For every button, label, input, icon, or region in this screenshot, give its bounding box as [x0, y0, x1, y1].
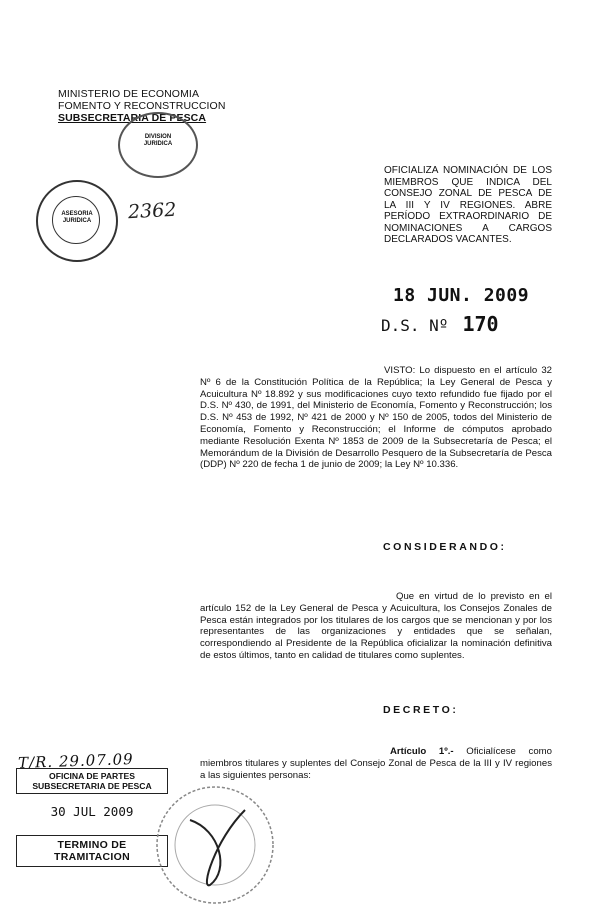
considerando-heading: CONSIDERANDO:	[383, 541, 507, 553]
decree-number-prefix: D.S. Nº	[381, 316, 449, 335]
oficina-partes-stamp	[16, 768, 168, 863]
handwritten-number: 2362	[127, 198, 177, 224]
ministry-line-3: SUBSECRETARIA DE PESCA	[58, 112, 207, 124]
oficina-date: 30 JUL 2009	[50, 804, 134, 819]
oficina-line-2: SUBSECRETARIA DE PESCA	[32, 781, 152, 791]
visto-paragraph: VISTO: Lo dispuesto en el artículo 32 Nº 6 de la Constitución Política de la República; la Ley General de Pesca y Acuicultura Nº 18.892 y sus modificaciones cuyo texto refundido fue fijado por el D.S. Nº 430, de 1991, del Ministerio de Economía, Fomento y Reconstrucción; los D.S. Nº 453 de 1992, Nº 421 de 2000 y Nº 150 de 2005, todos del Ministerio de Economía, Fomento y Reconstrucción; el Informe de cómputos aprobado mediante Resolución Exenta Nº 1853 de 2009 de la Subsecretaría de Pesca; el Memorándum de la División de Desarrollo Pesquero de la Subsecretaría de Pesca (DDP) Nº 220 de fecha 1 de junio de 2009; la Ley Nº 10.336.	[200, 365, 552, 471]
considerando-paragraph: Que en virtud de lo previsto en el artículo 152 de la Ley General de Pesca y Acuicultura, los Consejos Zonales de Pesca están integrados por los titulares de los cargos que se mencionan y por los representantes de las organizaciones y entidades que se señalan, correspondiendo al Presidente de la República oficializar la nominación definitiva de estos últimos, tanto en calidad de titulares como suplentes.	[200, 591, 552, 661]
stamp-asesoria-line1: ASESORIA	[61, 211, 93, 217]
decree-summary: OFICIALIZA NOMINACIÓN DE LOS MIEMBROS QUE INDICA DEL CONSEJO ZONAL DE PESCA DE LA III Y IV REGIONES. ABRE PERÍODO EXTRAORDINARIO DE NOMINACIONES A CARGOS DECLARADOS VACANTES.	[384, 165, 552, 245]
decree-date: 18 JUN. 2009	[393, 285, 530, 306]
articulo-1-text: Oficialícese como miembros titulares y suplentes del Consejo Zonal de Pesca de la III y IV regiones a las siguientes personas:	[200, 746, 552, 781]
decree-number-line	[381, 312, 499, 336]
oficina-partes-box	[16, 768, 168, 794]
ministry-line-1: MINISTERIO DE ECONOMIA	[58, 88, 200, 100]
asesoria-juridica-stamp	[36, 180, 118, 262]
division-juridica-stamp	[118, 112, 198, 178]
articulo-1-paragraph	[200, 746, 552, 781]
articulo-1-label: Artículo 1º.-	[390, 746, 454, 757]
oficina-line-1: OFICINA DE PARTES	[49, 771, 135, 781]
stamp-division-line2: JURIDICA	[143, 141, 173, 147]
decreto-heading: DECRETO:	[383, 704, 459, 716]
stamp-division-line1: DIVISION	[144, 134, 172, 140]
ministry-line-2: FOMENTO Y RECONSTRUCCION	[58, 100, 226, 112]
decree-number: 170	[462, 312, 499, 336]
handwritten-date: T/R. 29.07.09	[17, 749, 134, 773]
signature-stamp	[150, 780, 280, 910]
stamp-asesoria-line2: JURIDICA	[62, 218, 92, 224]
termino-tramitacion: TERMINO DE TRAMITACION	[16, 835, 168, 867]
